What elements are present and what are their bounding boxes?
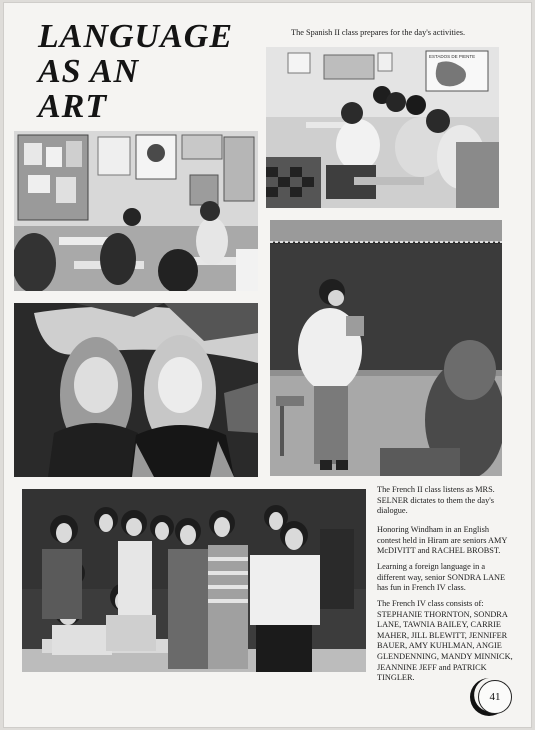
headline-line-2: AS AN <box>38 53 140 90</box>
photo-french-ii-class <box>270 220 502 476</box>
photo-spanish-class <box>266 47 499 208</box>
caption-english-contest: Honoring Windham in an English contest held in Hiram are seniors AMY McDIVITT and RACHEL BROBST. <box>377 525 508 556</box>
caption-spanish-class: The Spanish II class prepares for the day's activities. <box>291 28 466 37</box>
caption-french-ii-class: The French II class listens as MRS. SELNER dictates to them the day's dialogue. <box>377 485 495 516</box>
headline-line-1: LANGUAGE <box>38 18 234 55</box>
headline-line-3: ART <box>38 88 108 125</box>
photo-classroom-posters <box>14 131 258 291</box>
photo-english-contest-seniors <box>14 303 258 477</box>
yearbook-page <box>4 3 531 727</box>
map-poster-title: ESTADOS DE PIENTE <box>429 54 476 59</box>
page-number-badge <box>468 676 510 718</box>
caption-french-iv-class: The French IV class consists of: STEPHANIE THORNTON, SONDRA LANE, TAWNIA BAILEY, CARRIE MAHER, JILL BLEWITT, JENNIFER BAUER, AMY KUHLMAN, ANGIE GLENDENNING, MANDY MINNICK, JEANNINE JEFF and PATRICK TINGLER. <box>377 599 513 683</box>
photo-french-iv-class <box>22 489 366 672</box>
page-number: 41 <box>478 680 512 714</box>
caption-sondra-lane: Learning a foreign language in a different way, senior SONDRA LANE has fun in French IV class. <box>377 562 506 593</box>
page-headline <box>38 19 233 124</box>
